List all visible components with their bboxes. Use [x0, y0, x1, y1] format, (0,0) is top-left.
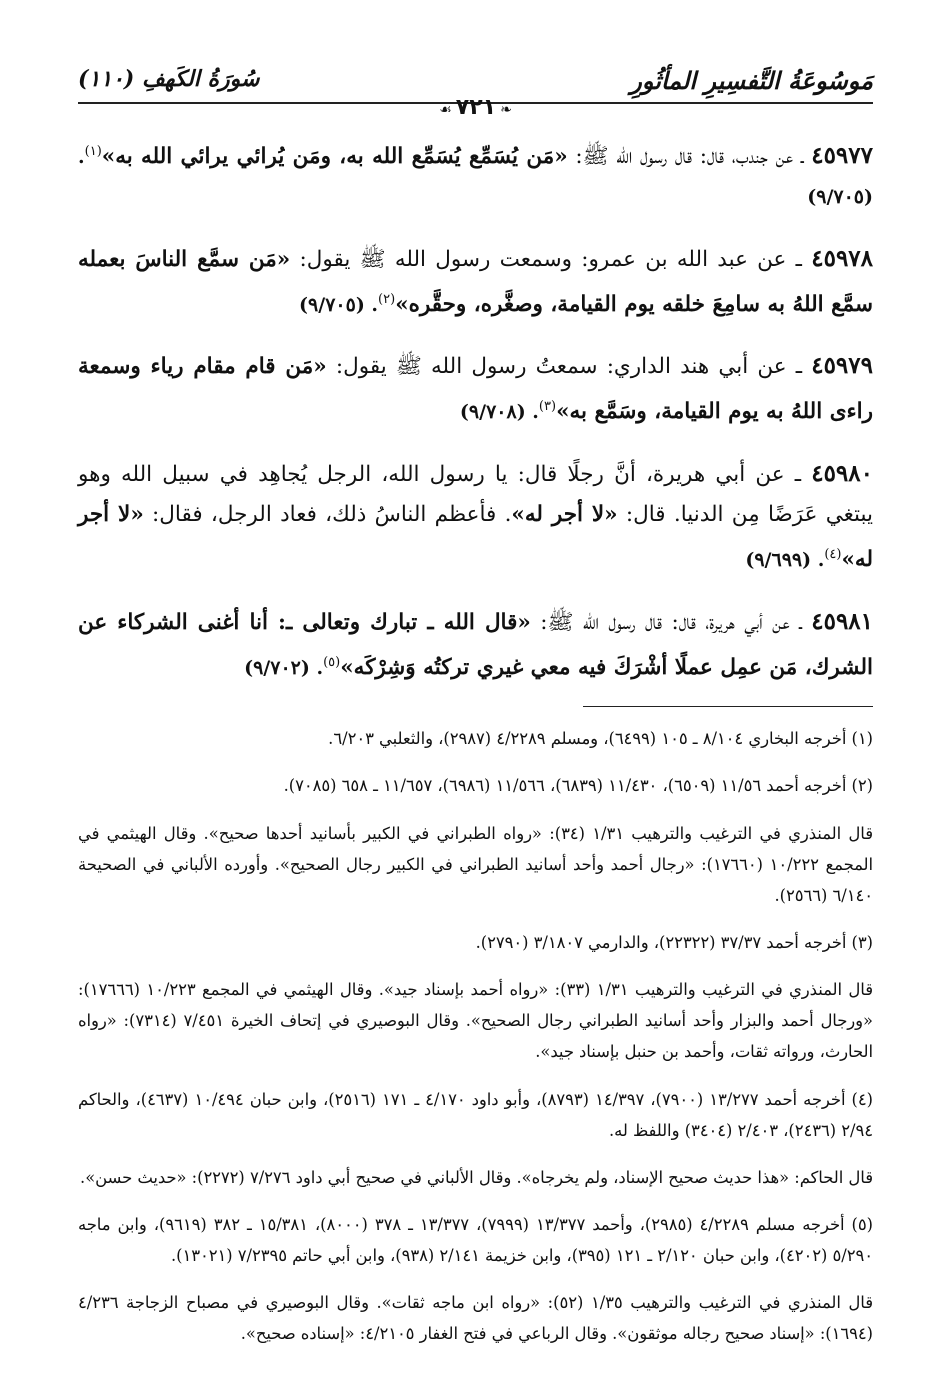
- hadith-quote-2: «لا أجر له»: [78, 501, 873, 573]
- hadith-number: ٤٥٩٧٧: [811, 142, 873, 170]
- hadith-entry: [78, 239, 873, 325]
- ornament-icon: ❧: [500, 102, 512, 118]
- footnote-separator: [583, 706, 873, 707]
- hadith-entry: [78, 454, 873, 580]
- hadith-narration-continued: . فأعظم الناسُ ذلك، فعاد الرجل، فقال:: [143, 501, 512, 527]
- footnote-marker: (٣): [538, 399, 557, 415]
- hadith-quote: «مَن قام مقام رياء وسمعة راءى اللهُ به يوم القيامة، وسَمَّع به»: [78, 354, 873, 425]
- footnote: (٢) أخرجه أحمد ١١/٥٦ (٦٥٠٩)، ١١/٤٣٠ (٦٨٣٩)، ١١/٥٦٦ (٦٩٨٦)، ١١/٦٥٧ ـ ٦٥٨ (٧٠٨٥).: [283, 776, 873, 796]
- footnote: قال المنذري في الترغيب والترهيب ١/٣١ (٣٤): «رواه الطبراني في الكبير بأسانيد أحدها صحيح». وقال الهيثمي في المجمع ١٠/٢٢٢ (١٧٦٦٠): «رجال أحمد وأحد أسانيد الطبراني في الكبير رجال الصحيح». وأورده الألباني في الصحيحة ٦/١٤٠ (٢٥٦٦).: [78, 823, 874, 905]
- footnote: قال المنذري في الترغيب والترهيب ١/٣٥ (٥٢): «رواه ابن ماجه ثقات». وقال البوصيري في مصباح الزجاجة ٤/٢٣٦ (١٦٩٤): «إسناد صحيح رجاله موثقون». وقال الرباعي في فتح الغفار ٤/٢١٠٥: «إسناده صحيح».: [78, 1293, 873, 1344]
- hadith-quote: «لا أجر له»: [511, 501, 618, 527]
- hadith-number: ٤٥٩٨٠: [811, 459, 873, 487]
- hadith-quote: «مَن سمَّع الناسَ بعمله سمَّع اللهُ به سامِعَ خلقه يوم القيامة، وصغَّره، وحقَّره»: [78, 246, 873, 317]
- book-title: مَوسُوعَةُ التَّفسِيرِ المأثُورِ: [630, 66, 873, 95]
- volume-reference: . (٩/٧٠٢): [244, 656, 324, 679]
- hadith-quote: «مَن يُسَمِّع يُسَمِّع الله به، ومَن يُرائي يرائي الله به»: [101, 144, 568, 170]
- hadith-narration: ـ عن أبي هريرة، أنَّ رجلًا قال: يا رسول الله، الرجل يُجاهِد في سبيل الله وهو يبتغي عَرَضًا مِن الدنيا. قال:: [78, 461, 874, 527]
- volume-reference: . (٩/٧٠٨): [459, 401, 539, 424]
- volume-reference: . (٩/٦٩٩): [745, 549, 825, 572]
- page-header: [78, 62, 873, 120]
- footnote-marker: (٢): [378, 291, 396, 307]
- volume-reference: . (٩/٧٠٥): [299, 293, 379, 316]
- footnote: (٥) أخرجه مسلم ٤/٢٢٨٩ (٢٩٨٥)، وأحمد ١٣/٣٧٧ (٧٩٩٩)، ١٣/٣٧٧ ـ ٣٧٨ (٨٠٠٠)، ١٥/٣٨١ ـ ٣٨٢ (٩٦١٩)، وابن ماجه ٥/٢٩٠ (٤٢٠٢)، وابن حبان ٢/١٢٠ ـ ١٢١ (٣٩٥)، وابن خزيمة ٢/١٤١ (٩٣٨)، وابن أبي حاتم ٧/٢٣٩٥ (١٣٠٢١).: [78, 1215, 874, 1266]
- hadith-narration: ـ عن أبي هند الداري: سمعتُ رسول الله ﷺ يقول:: [326, 354, 803, 380]
- footnote-marker: (١): [84, 144, 102, 159]
- footnote: قال الحاكم: «هذا حديث صحيح الإسناد، ولم يخرجاه». وقال الألباني في صحيح أبي داود ٧/٢٧٦ (٢٢٧٢): «حديث حسن».: [80, 1167, 873, 1187]
- hadith-quote: «قال الله ـ تبارك وتعالى ـ: أنا أغنى الشركاء عن الشرك، مَن عمِل عملًا أشْرَكَ فيه معي غيري تركتُه وَشِرْكَه»: [78, 609, 873, 680]
- footnote-marker: (٥): [323, 654, 341, 670]
- hadith-list: [78, 132, 873, 688]
- volume-reference: . (٩/٧٠٥): [78, 146, 873, 209]
- surah-title: سُورَةُ الكَهفِ (١١٠): [78, 66, 260, 92]
- hadith-number: ٤٥٩٧٩: [811, 352, 873, 380]
- hadith-entry: [78, 346, 873, 432]
- footnote: (١) أخرجه البخاري ٨/١٠٤ ـ ١٠٥ (٦٤٩٩)، ومسلم ٤/٢٢٨٩ (٢٩٨٧)، والثعلبي ٦/٢٠٣.: [328, 729, 873, 749]
- footnote: (٣) أخرجه أحمد ٣٧/٣٧ (٢٢٣٢٢)، والدارمي ٣/١٨٠٧ (٢٧٩٠).: [475, 932, 873, 952]
- page-number: ٧٢١: [455, 95, 497, 120]
- hadith-narration: ـ عن عبد الله بن عمرو: وسمعت رسول الله ﷺ يقول:: [290, 246, 802, 272]
- footnote: قال المنذري في الترغيب والترهيب ١/٣١ (٣٣): «رواه أحمد بإسناد جيد». وقال الهيثمي في المجمع ١٠/٢٢٣ (١٧٦٦٦): «ورجال أحمد والبزار وأحد أسانيد الطبراني رجال الصحيح». وقال البوصيري في إتحاف الخيرة ٧/٤٥١ (٧٣١٤): «رواه الحارث، ورواته ثقات، وأحمد بن حنبل بإسناد جيد».: [78, 980, 873, 1062]
- page-number-box: [78, 95, 873, 120]
- footnotes: [78, 723, 873, 1349]
- page: [78, 62, 873, 1356]
- hadith-entry: [78, 132, 873, 217]
- footnote: (٤) أخرجه أحمد ١٣/٢٧٧ (٧٩٠٠)، ١٤/٣٩٧ (٨٧٩٣)، وأبو داود ٤/١٧٠ ـ ١٧١ (٢٥١٦)، وابن حبان ١٠/٤٩٤ (٤٦٣٧)، والحاكم ٢/٩٤ (٢٤٣٦)، ٢/٤٠٣ (٣٤٠٤) واللفظ له.: [78, 1089, 873, 1140]
- hadith-number: ٤٥٩٧٨: [811, 244, 874, 272]
- hadith-narration: ـ عن جندب، قال: قال رسول الله ﷺ:: [567, 144, 804, 170]
- footnote-marker: (٤): [824, 546, 842, 562]
- hadith-narration: ـ عن أبي هريرة، قال: قال رسول الله ﷺ:: [530, 609, 802, 635]
- ornament-icon: ☙: [439, 102, 452, 118]
- hadith-entry: [78, 602, 873, 688]
- hadith-number: ٤٥٩٨١: [811, 607, 874, 635]
